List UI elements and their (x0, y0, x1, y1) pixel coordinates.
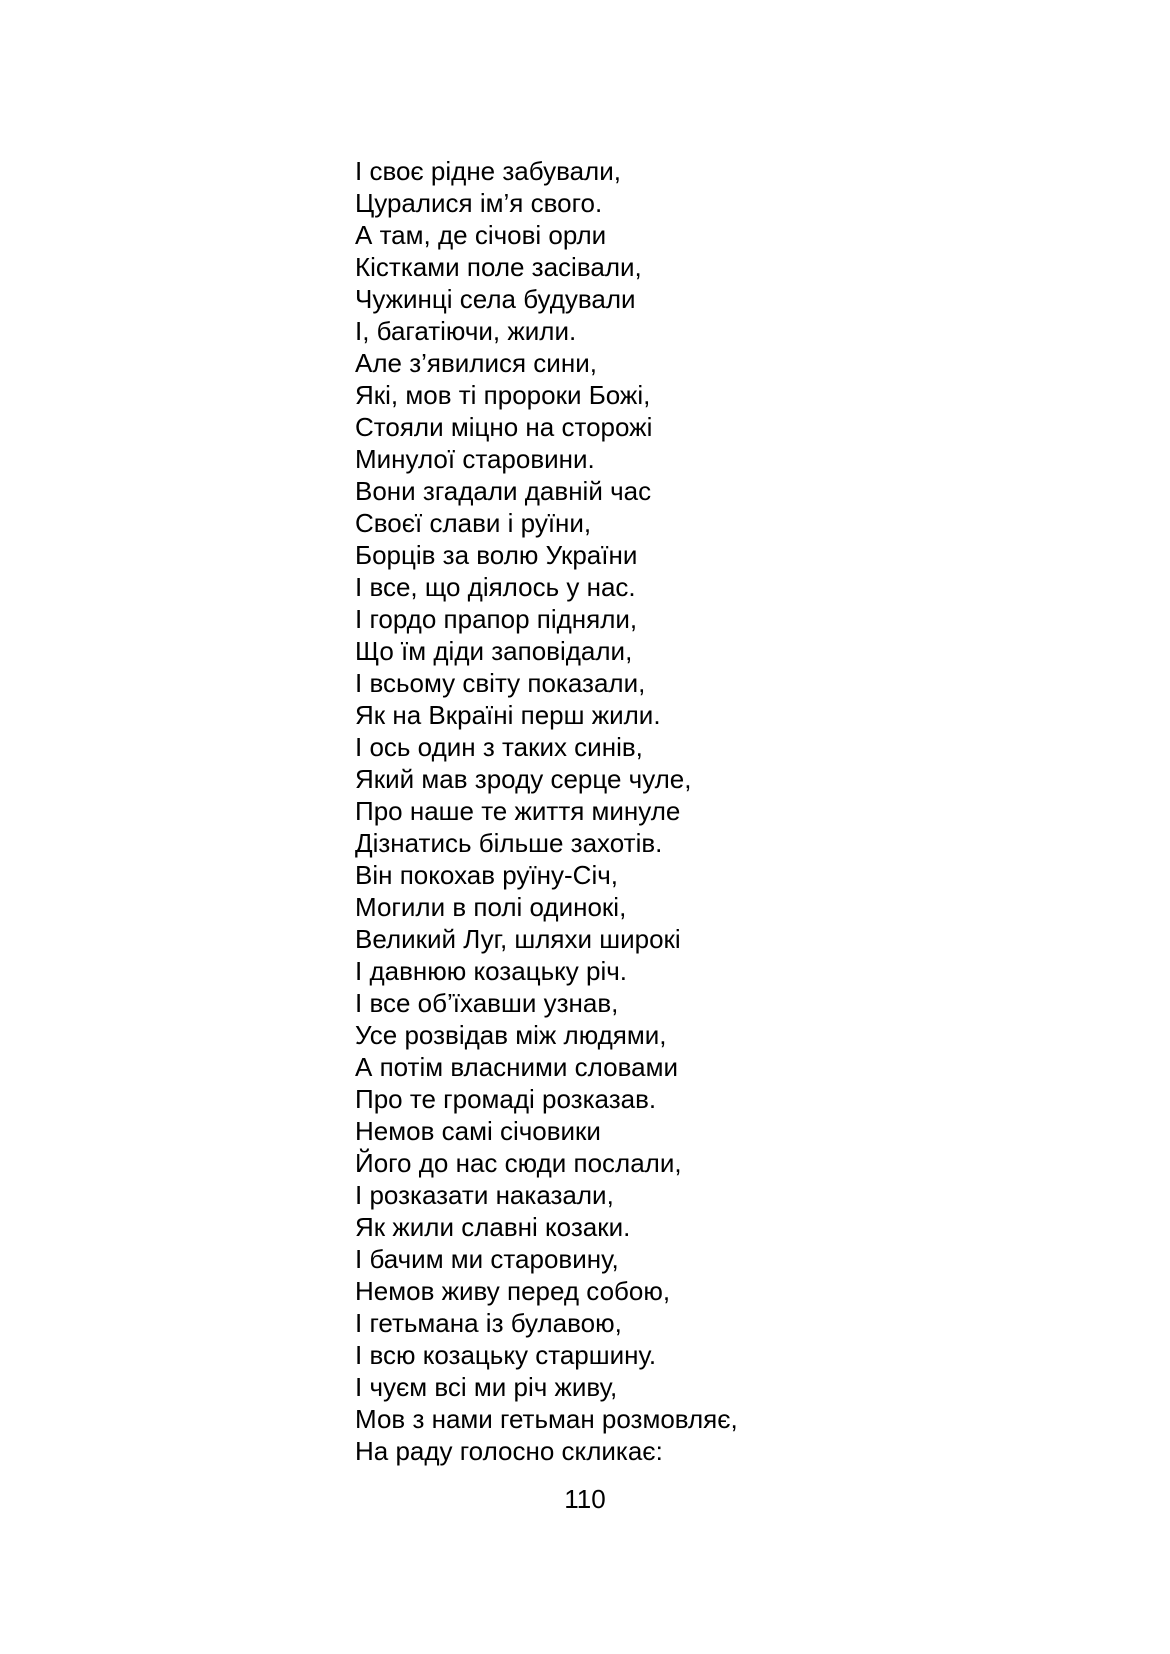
poem-line: І ось один з таких синів, (355, 732, 643, 762)
poem-line: І бачим ми старовину, (355, 1244, 619, 1274)
poem-line: І давнюю козацьку річ. (355, 956, 628, 986)
poem-line: І чуєм всі ми річ живу, (355, 1372, 618, 1402)
poem-line: Що їм діди заповідали, (355, 636, 633, 666)
poem-line: І розказати наказали, (355, 1180, 614, 1210)
poem-line: Про наше те життя минуле (355, 796, 681, 826)
poem-line: Як жили славні козаки. (355, 1212, 631, 1242)
poem-line: Мов з нами гетьман розмовляє, (355, 1404, 738, 1434)
poem-line: А потім власними словами (355, 1052, 678, 1082)
poem-line: І своє рідне забували, (355, 156, 621, 186)
poem-line: І все, що діялось у нас. (355, 572, 636, 602)
poem-line: Борців за волю України (355, 540, 638, 570)
poem-line: Як на Вкраїні перш жили. (355, 700, 661, 730)
poem-line: Своєї слави і руїни, (355, 508, 592, 538)
poem-line: Вони згадали давній час (355, 476, 652, 506)
poem-line: Про те громаді розказав. (355, 1084, 657, 1114)
poem-line: Він покохав руїну-Січ, (355, 860, 619, 890)
poem-line: Цуралися ім’я свого. (355, 188, 603, 218)
poem-line: І гордо прапор підняли, (355, 604, 638, 634)
poem-line: Чужинці села будували (355, 284, 636, 314)
poem-line: І гетьмана із булавою, (355, 1308, 622, 1338)
poem-line: І всю козацьку старшину. (355, 1340, 657, 1370)
poem-line: Минулої старовини. (355, 444, 595, 474)
poem-line: Немов живу перед собою, (355, 1276, 671, 1306)
poem-line: Усе розвідав між людями, (355, 1020, 667, 1050)
poem-line: Які, мов ті пророки Божі, (355, 380, 651, 410)
poem-line: Дізнатись більше захотів. (355, 828, 663, 858)
poem-line: Великий Луг, шляхи широкі (355, 924, 681, 954)
poem-line: Могили в полі одинокі, (355, 892, 627, 922)
poem-line: Немов самі січовики (355, 1116, 601, 1146)
poem-line: А там, де січові орли (355, 220, 607, 250)
poem-line: Який мав зроду серце чуле, (355, 764, 692, 794)
poem-line: Його до нас сюди послали, (355, 1148, 682, 1178)
page-number: 110 (564, 1484, 606, 1514)
poem-line: І всьому світу показали, (355, 668, 646, 698)
poem-line: І все об’їхавши узнав, (355, 988, 619, 1018)
poem-line: На раду голосно скликає: (355, 1436, 663, 1466)
poem-line: Кістками поле засівали, (355, 252, 642, 282)
poem-line: Але з’явилися сини, (355, 348, 597, 378)
poem-line: І, багатіючи, жили. (355, 316, 577, 346)
poem-line: Стояли міцно на сторожі (355, 412, 653, 442)
poem-text (355, 155, 738, 1467)
